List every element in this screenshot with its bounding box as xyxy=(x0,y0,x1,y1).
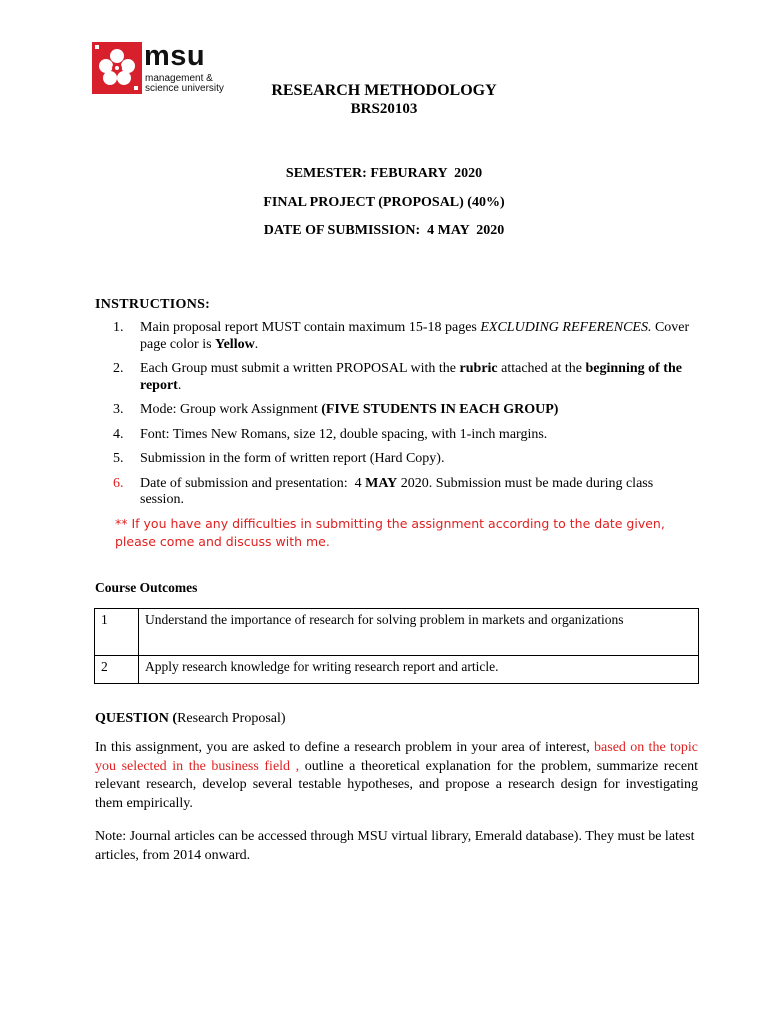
instruction-text: 2020. Submission must be made during class session. xyxy=(140,475,654,507)
semester-line: SEMESTER: FEBURARY 2020 xyxy=(285,166,483,181)
outcome-number: 1 xyxy=(95,609,139,656)
instruction-emphasis: EXCLUDING REFERENCES. xyxy=(480,320,652,335)
instruction-number: 4. xyxy=(113,426,124,442)
logo-tagline-line1: management & xyxy=(145,73,213,84)
instructions-list xyxy=(108,320,698,517)
instructions-heading: INSTRUCTIONS: xyxy=(95,297,211,312)
question-highlight: based on the topic you selected in the business field , xyxy=(95,740,698,774)
question-text: In this assignment, you are asked to define a research problem in your area of interest, xyxy=(95,740,595,755)
outcome-text: Apply research knowledge for writing research report and article. xyxy=(139,656,699,684)
table-row xyxy=(95,609,699,656)
instruction-number: 2. xyxy=(113,361,124,376)
instruction-text: Font: Times New Romans, size 12, double spacing, with 1-inch margins. xyxy=(140,426,548,442)
instruction-text: . xyxy=(177,377,182,393)
instruction-emphasis: MAY xyxy=(365,475,398,491)
instruction-text: Submission in the form of written report (Hard Copy). xyxy=(140,451,445,466)
instruction-number: 5. xyxy=(113,451,124,466)
instruction-emphasis: rubric xyxy=(459,361,498,376)
instruction-item xyxy=(108,402,698,419)
instruction-text: Date of submission and presentation: 4 xyxy=(140,475,366,491)
instruction-text: . xyxy=(254,336,259,352)
instruction-number: 1. xyxy=(113,320,124,335)
course-code: BRS20103 xyxy=(350,101,418,117)
logo-wordmark: msu xyxy=(144,40,206,72)
journal-note: Note: Journal articles can be accessed through MSU virtual library, Emerald database). They must be latest articles, from 2014 onward. xyxy=(95,829,695,863)
instruction-number: 3. xyxy=(113,402,124,417)
difficulty-note: ** If you have any difficulties in submitting the assignment according to the date given, please come and discuss with me. xyxy=(115,516,665,549)
instruction-item xyxy=(108,476,698,509)
course-outcomes-heading: Course Outcomes xyxy=(95,580,198,595)
instruction-emphasis: Yellow xyxy=(215,336,255,352)
instruction-emphasis: (FIVE STUDENTS IN EACH GROUP) xyxy=(321,402,559,417)
instruction-item xyxy=(108,320,698,353)
instruction-emphasis: beginning of the report xyxy=(140,361,682,393)
outcome-number: 2 xyxy=(95,656,139,684)
instruction-text: attached at the xyxy=(497,361,586,376)
question-body xyxy=(95,739,698,813)
instruction-text: Main proposal report MUST contain maximum 15-18 pages xyxy=(140,320,481,335)
logo-tagline-line2: science university xyxy=(145,83,224,94)
instruction-text: Cover page color is xyxy=(140,320,690,352)
question-heading-rest: Research Proposal) xyxy=(177,711,286,726)
submission-date-line: DATE OF SUBMISSION: 4 MAY 2020 xyxy=(263,223,505,238)
outcome-text: Understand the importance of research for solving problem in markets and organizations xyxy=(139,609,699,656)
course-title: RESEARCH METHODOLOGY xyxy=(271,82,497,99)
instruction-item xyxy=(108,361,698,394)
instruction-item xyxy=(108,427,698,444)
question-heading xyxy=(95,711,286,727)
question-text: outline a theoretical explanation for the problem, summarize recent relevant research, develop several testable hypotheses, and propose a research design for investigating them empirically. xyxy=(95,758,698,811)
instruction-item xyxy=(108,451,698,468)
course-outcomes-table xyxy=(94,608,699,684)
instruction-text: Each Group must submit a written PROPOSAL with the xyxy=(140,361,460,376)
instruction-text: Mode: Group work Assignment xyxy=(140,402,322,417)
question-heading-bold: QUESTION ( xyxy=(95,711,178,726)
table-row xyxy=(95,656,699,684)
instruction-number: 6. xyxy=(113,475,124,491)
project-line: FINAL PROJECT (PROPOSAL) (40%) xyxy=(263,195,505,210)
